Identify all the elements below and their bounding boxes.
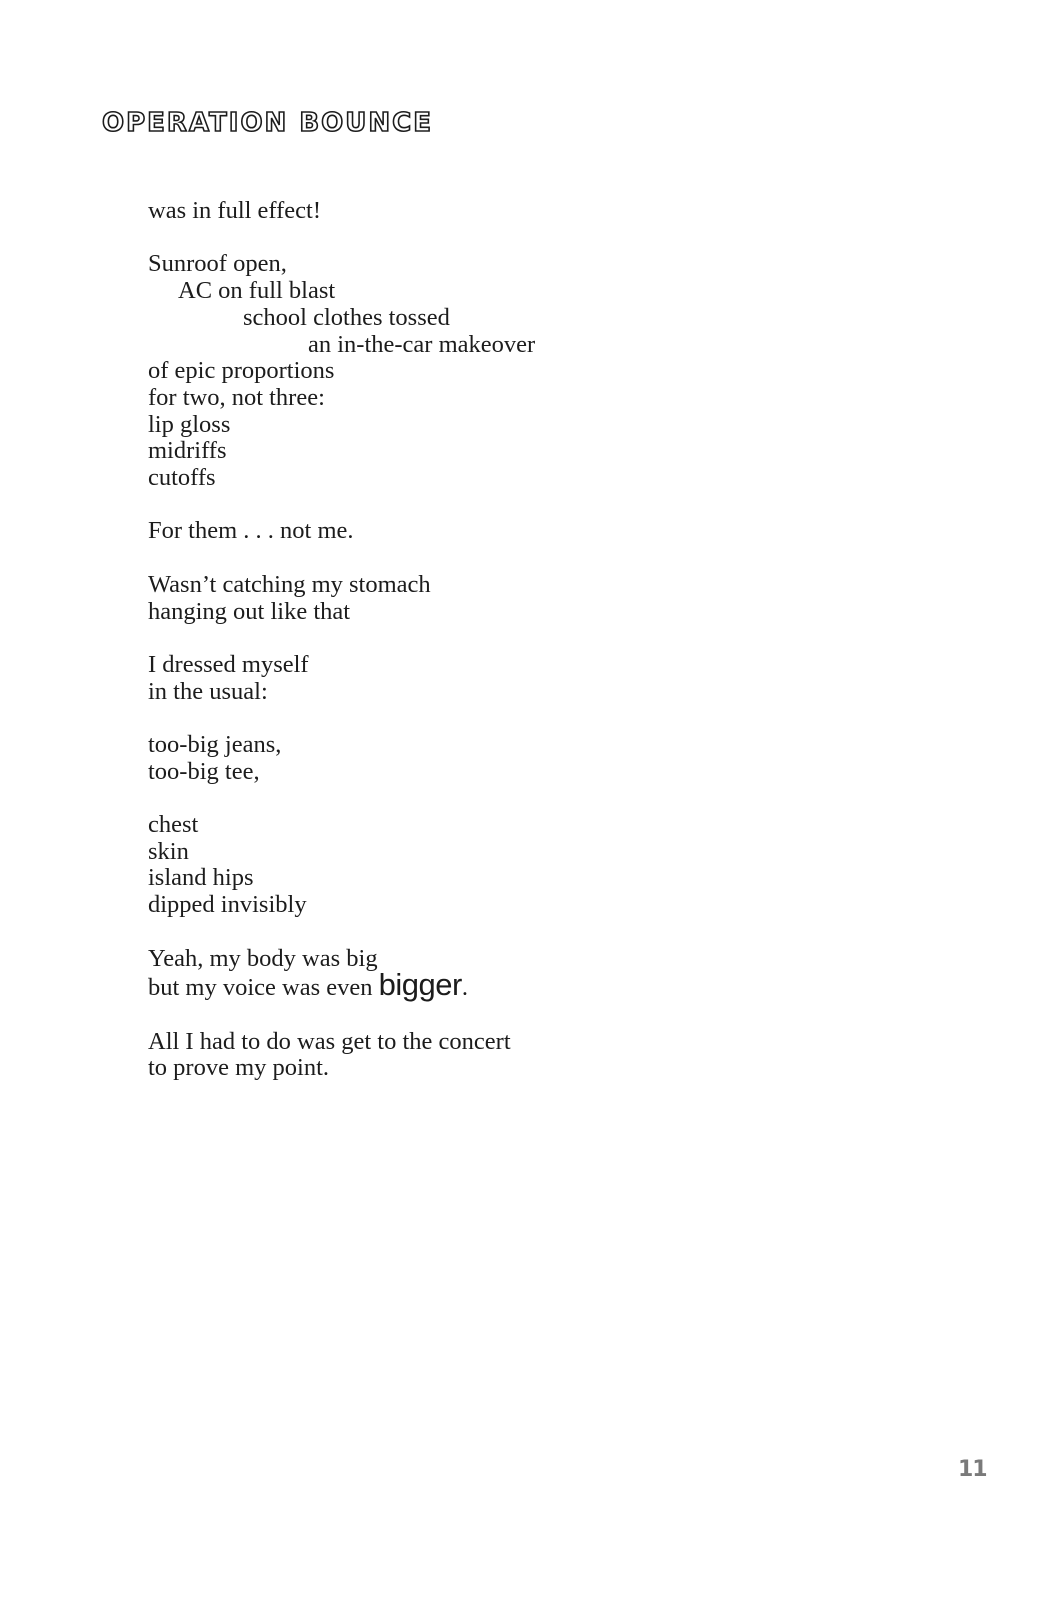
- poem-line: too-big jeans,: [148, 730, 282, 758]
- chapter-title: OPERATION BOUNCE: [102, 108, 433, 138]
- poem-line: an in-the-car makeover: [308, 330, 536, 358]
- stanza-break: [148, 625, 848, 652]
- poem-line: for two, not three:: [148, 383, 325, 411]
- poem-line: midriffs: [148, 437, 227, 465]
- poem-line: to prove my point.: [148, 1054, 330, 1082]
- poem-line: All I had to do was get to the concert: [148, 1027, 511, 1055]
- poem-line: too-big tee,: [148, 757, 260, 785]
- page-number: 11: [958, 1457, 987, 1482]
- poem-line: skin: [148, 837, 189, 865]
- poem-line-with-emphasis: [148, 967, 848, 1003]
- poem-line: island hips: [148, 864, 254, 892]
- poem-line-text: but my voice was even: [148, 974, 373, 1002]
- poem-line: school clothes tossed: [243, 303, 450, 331]
- poem-line: of epic proportions: [148, 357, 335, 385]
- stanza-break: [148, 545, 848, 572]
- poem-line: hanging out like that: [148, 597, 351, 625]
- poem-line: For them . . . not me.: [148, 517, 354, 545]
- poem-line: I dressed myself: [148, 650, 309, 678]
- stanza-break: [148, 705, 848, 732]
- poem-line: Yeah, my body was big: [148, 944, 378, 972]
- poem-body: [148, 198, 848, 1082]
- poem-line: AC on full blast: [178, 277, 336, 305]
- poem-line: was in full effect!: [148, 197, 322, 224]
- stanza-break: [148, 785, 848, 812]
- stanza-break: [148, 492, 848, 519]
- poem-line: lip gloss: [148, 410, 231, 438]
- poem-line: dipped invisibly: [148, 891, 307, 919]
- poem-line: cutoffs: [148, 464, 216, 492]
- poem-line: Sunroof open,: [148, 250, 287, 278]
- poem-line: in the usual:: [148, 677, 268, 705]
- poem-line: chest: [148, 811, 199, 839]
- emphasis-punctuation: .: [461, 974, 468, 1002]
- stanza-break: [148, 225, 848, 252]
- stanza-break: [148, 919, 848, 946]
- poem-line: Wasn’t catching my stomach: [148, 570, 431, 598]
- emphasized-word: bigger: [378, 967, 462, 1003]
- stanza-break: [148, 1002, 848, 1029]
